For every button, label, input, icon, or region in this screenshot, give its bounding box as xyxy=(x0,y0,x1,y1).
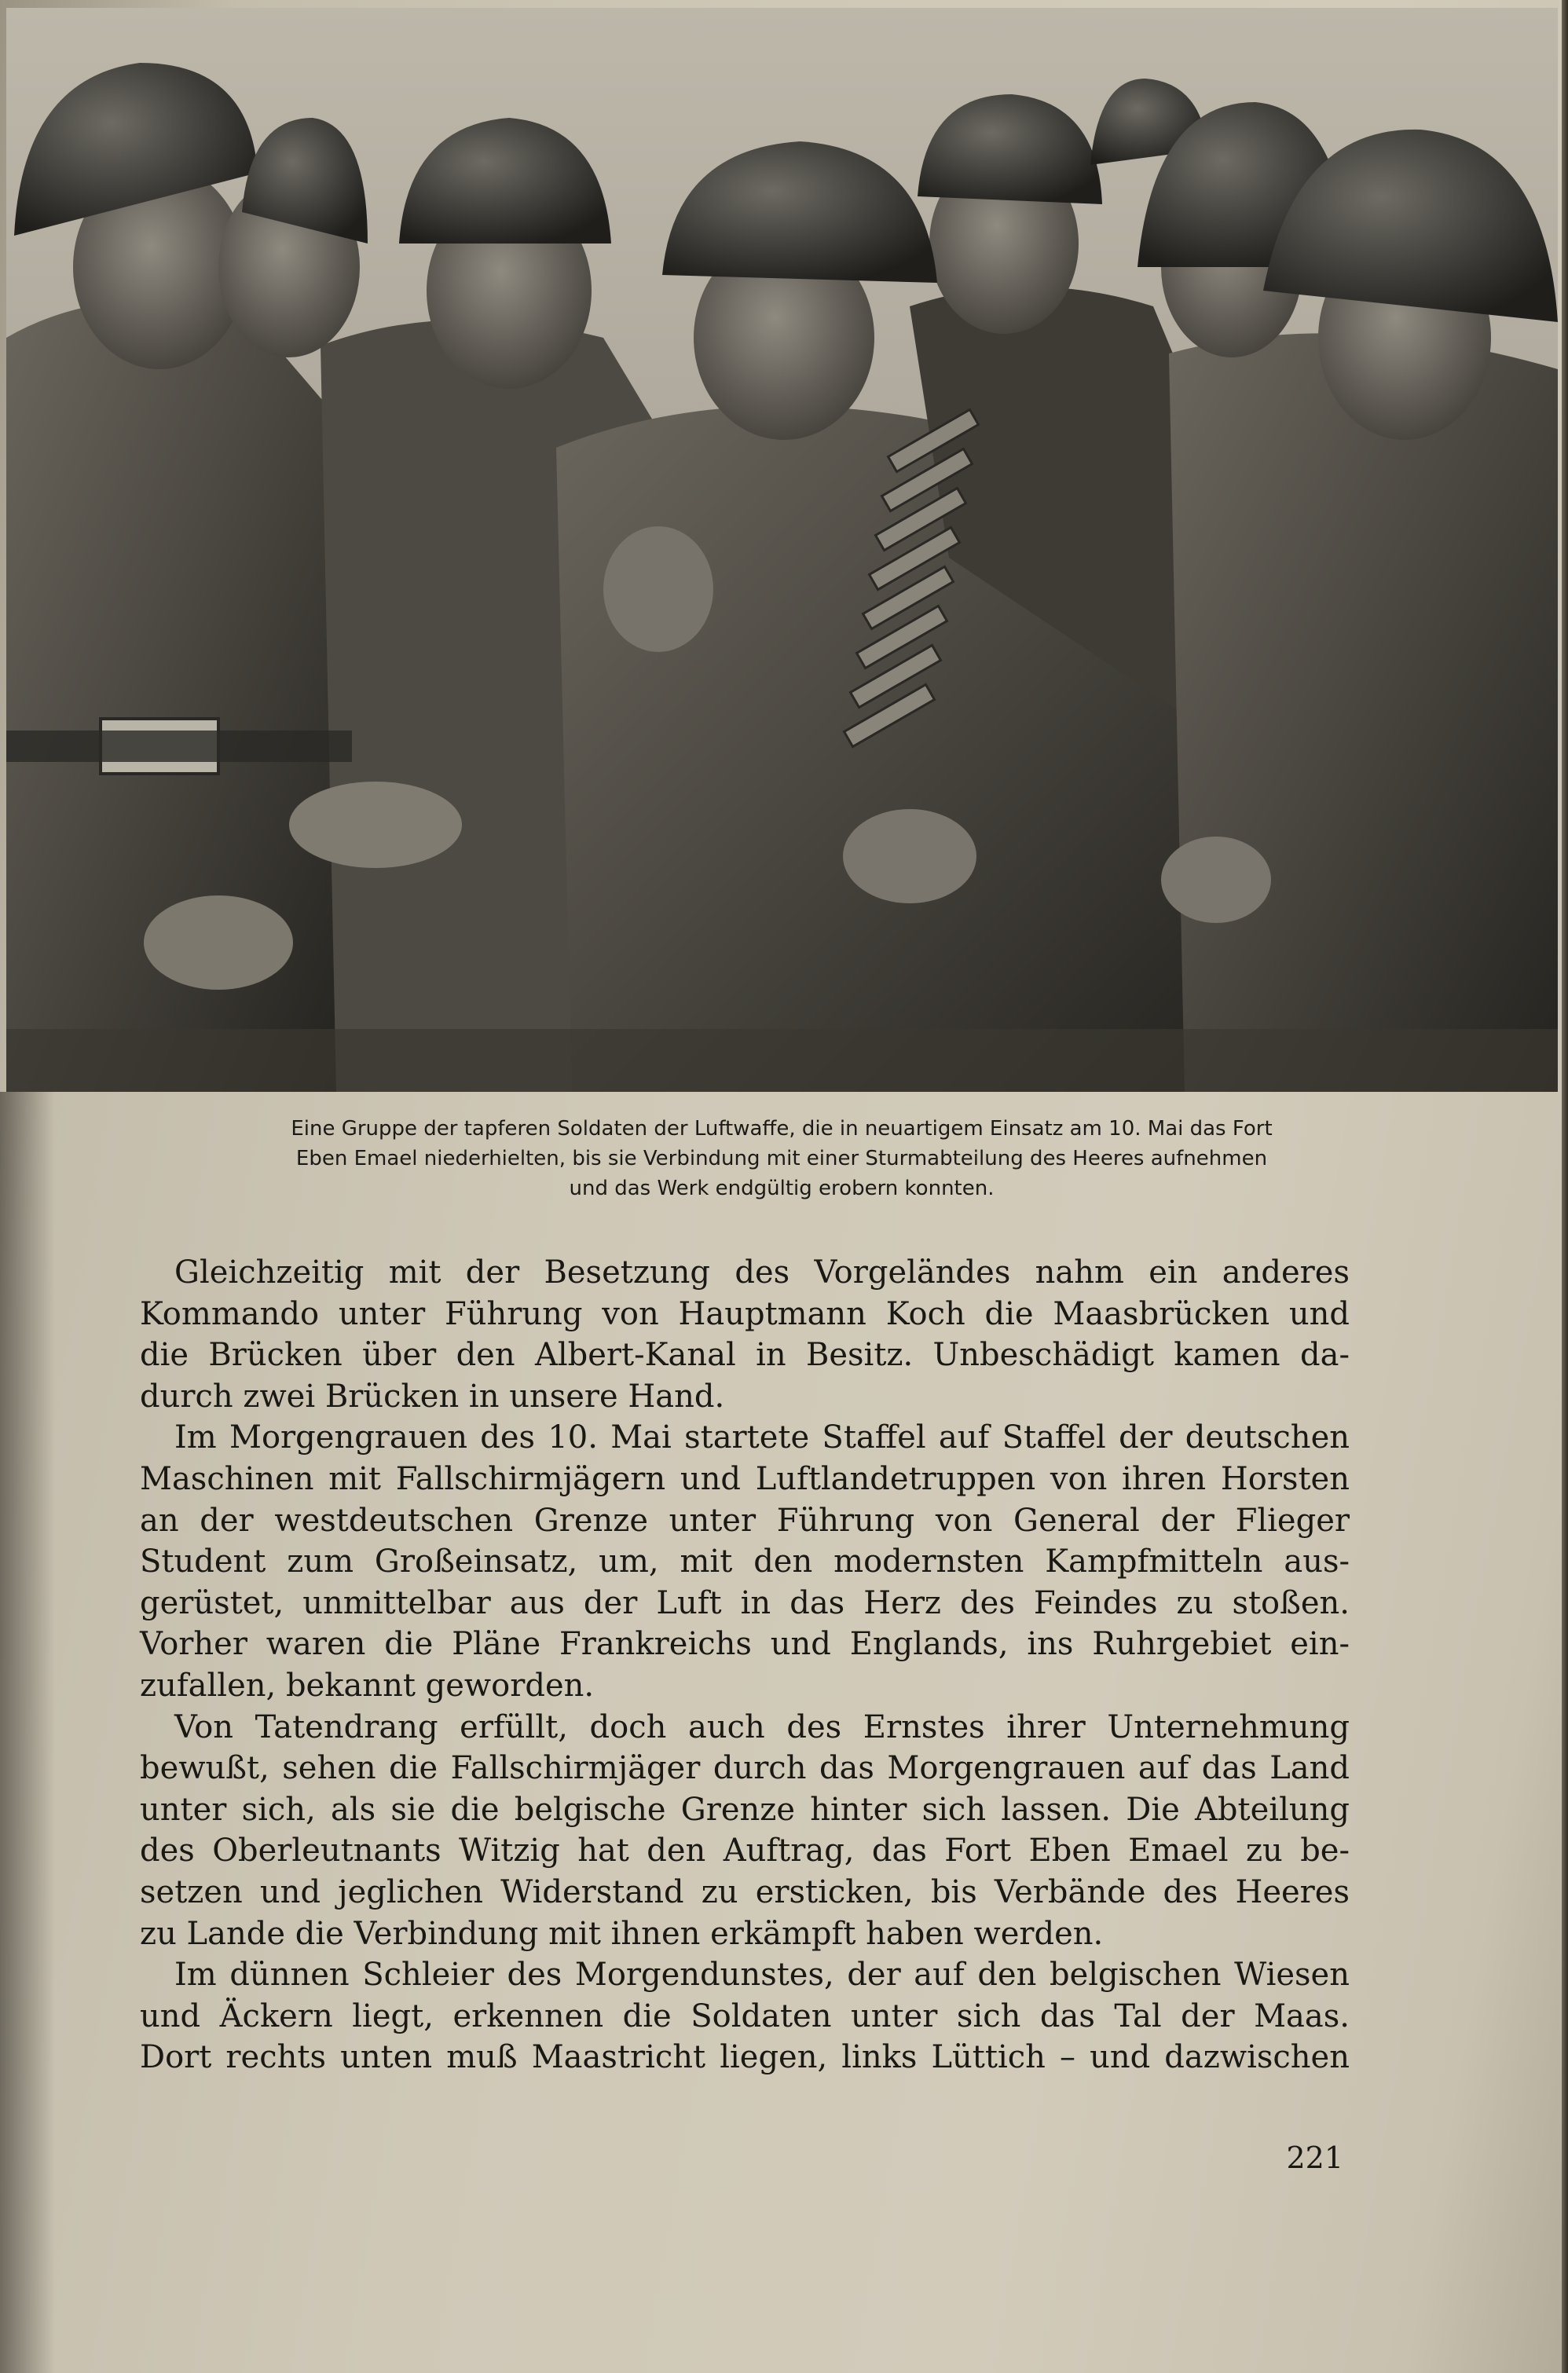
text-line: des Oberleutnants Witzig hat den Auftrag, das Fort Eben Emael zu be- xyxy=(140,1833,1350,1869)
text-line: Gleichzeitig mit der Besetzung des Vorgeländes nahm ein anderes xyxy=(174,1254,1350,1291)
text-line: bewußt, sehen die Fallschirmjäger durch das Morgengrauen auf das Land xyxy=(140,1750,1350,1787)
text-line: die Brücken über den Albert-Kanal in Besitz. Unbeschädigt kamen da- xyxy=(140,1337,1350,1374)
photograph xyxy=(6,8,1558,1092)
text-line: Vorher waren die Pläne Frankreichs und Englands, ins Ruhrgebiet ein- xyxy=(140,1626,1350,1663)
text-line: Im Morgengrauen des 10. Mai startete Staffel auf Staffel der deutschen xyxy=(174,1419,1350,1456)
text-line: zufallen, bekannt geworden. xyxy=(140,1667,595,1704)
text-line: durch zwei Brücken in unsere Hand. xyxy=(140,1378,725,1415)
text-line: Dort rechts unten muß Maastricht liegen, links Lüttich – und dazwischen xyxy=(140,2039,1350,2076)
text-line: Student zum Großeinsatz, um, mit den modernsten Kampfmitteln aus- xyxy=(140,1544,1350,1580)
binding-shadow xyxy=(0,1092,55,2373)
photo-soldiers-icon xyxy=(6,8,1558,1092)
text-line: unter sich, als sie die belgische Grenze hinter sich lassen. Die Abteilung xyxy=(140,1791,1350,1828)
caption-line: Eben Emael niederhielten, bis sie Verbindung mit einer Sturmabteilung des Heeres aufnehmen xyxy=(295,1147,1268,1170)
caption-line: und das Werk endgültig erobern konnten. xyxy=(569,1177,995,1200)
text-line: Im dünnen Schleier des Morgendunstes, der auf den belgischen Wiesen xyxy=(174,1957,1350,1994)
page-edge xyxy=(1562,0,1568,2373)
text-line: gerüstet, unmittelbar aus der Luft in das Herz des Feindes zu stoßen. xyxy=(140,1584,1350,1621)
photo-caption xyxy=(118,1114,1445,1203)
text-line: zu Lande die Verbindung mit ihnen erkämpft haben werden. xyxy=(140,1915,1104,1952)
text-line: setzen und jeglichen Widerstand zu ersticken, bis Verbände des Heeres xyxy=(140,1873,1350,1910)
caption-line: Eine Gruppe der tapferen Soldaten der Luftwaffe, die in neuartigem Einsatz am 10. Mai das Fort xyxy=(291,1117,1273,1141)
text-line: Von Tatendrang erfüllt, doch auch des Ernstes ihrer Unternehmung xyxy=(174,1708,1350,1745)
page-number: 221 xyxy=(1286,2140,1343,2175)
body-text xyxy=(140,1252,1350,2078)
text-line: und Äckern liegt, erkennen die Soldaten unter sich das Tal der Maas. xyxy=(140,1998,1350,2034)
text-line: Kommando unter Führung von Hauptmann Koch die Maasbrücken und xyxy=(140,1295,1350,1332)
text-line: Maschinen mit Fallschirmjägern und Luftlandetruppen von ihren Horsten xyxy=(140,1460,1350,1497)
text-line: an der westdeutschen Grenze unter Führung von General der Flieger xyxy=(140,1502,1350,1539)
